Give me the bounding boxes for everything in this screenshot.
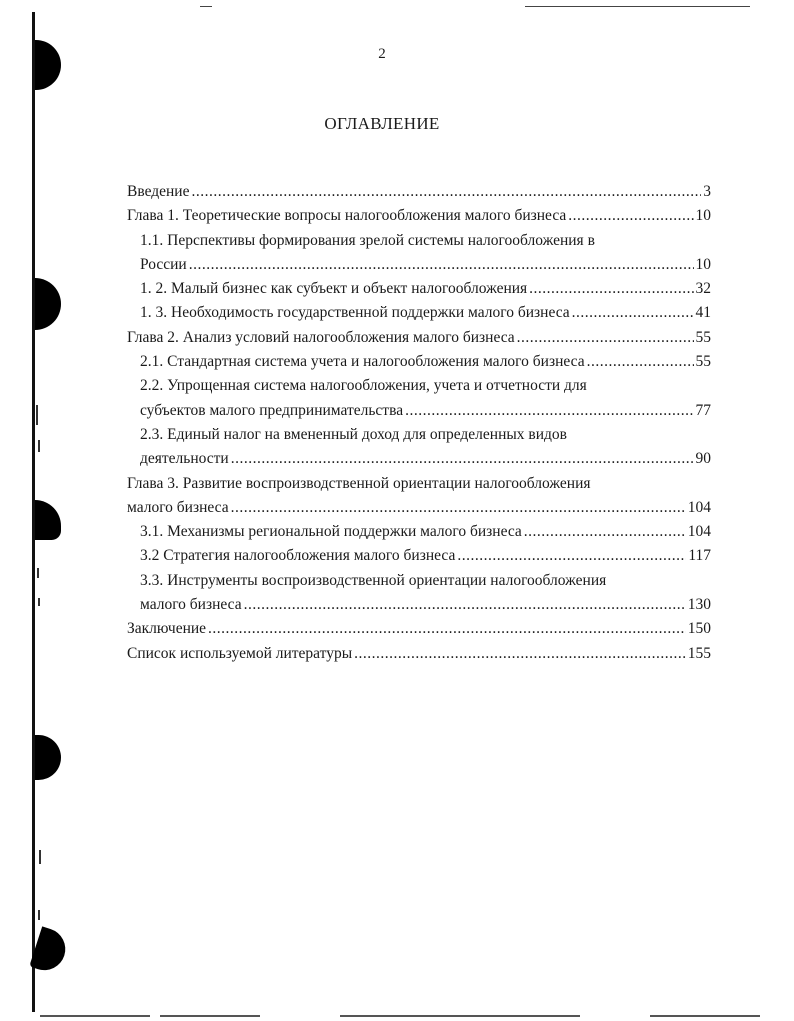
toc-entry-introduction bbox=[127, 180, 711, 204]
toc-entry-section-1-3 bbox=[127, 301, 711, 325]
toc-entry-label: Заключение bbox=[127, 620, 207, 638]
scan-speck bbox=[38, 598, 40, 606]
toc-entry-section-3-3 bbox=[127, 593, 711, 617]
toc-page-number: 150 bbox=[687, 620, 711, 638]
scan-top-rule bbox=[525, 6, 750, 7]
toc-page-number: 55 bbox=[695, 353, 711, 371]
toc-entry-label: Глава 2. Анализ условий налогообложения малого бизнеса bbox=[127, 328, 515, 346]
scan-bottom-rule bbox=[40, 1015, 150, 1017]
toc-page-number: 155 bbox=[687, 644, 711, 662]
toc-entry-label: деятельности bbox=[140, 450, 229, 468]
toc-entry-label: Список используемой литературы bbox=[127, 644, 353, 662]
toc-entry-label: субъектов малого предпринимательства bbox=[140, 401, 404, 419]
toc-leader bbox=[405, 399, 693, 423]
toc-entry-label-line: 1.1. Перспективы формирования зрелой системы налогообложения в bbox=[140, 231, 595, 249]
toc-entry-label: малого бизнеса bbox=[140, 596, 242, 614]
toc-leader bbox=[587, 350, 694, 374]
table-of-contents bbox=[127, 180, 711, 666]
toc-leader bbox=[457, 544, 686, 568]
toc-entry-label: 3.1. Механизмы региональной поддержки малого бизнеса bbox=[140, 523, 522, 541]
toc-entry-label-line: 2.2. Упрощенная система налогообложения, учета и отчетности для bbox=[140, 377, 587, 395]
toc-entry-label-line: 3.3. Инструменты воспроизводственной ориентации налогообложения bbox=[140, 571, 607, 589]
toc-page-number: 32 bbox=[695, 280, 711, 298]
scan-bottom-rule bbox=[340, 1015, 580, 1017]
toc-entry-section-1-1 bbox=[127, 253, 711, 277]
toc-entry-label: 2.1. Стандартная система учета и налогообложения малого бизнеса bbox=[140, 353, 585, 371]
toc-page-number: 117 bbox=[688, 547, 711, 565]
toc-page-number: 104 bbox=[687, 498, 711, 516]
toc-entry-section-2-2 bbox=[127, 399, 711, 423]
toc-leader bbox=[524, 520, 686, 544]
toc-page-number: 90 bbox=[695, 450, 711, 468]
toc-entry-section-2-3 bbox=[127, 447, 711, 471]
toc-page-number: 104 bbox=[687, 523, 711, 541]
scan-speck bbox=[38, 440, 40, 452]
toc-page-number: 41 bbox=[695, 304, 711, 322]
toc-entry-label: Глава 1. Теоретические вопросы налогообложения малого бизнеса bbox=[127, 207, 567, 225]
toc-leader bbox=[354, 642, 686, 666]
toc-entry-chapter-1 bbox=[127, 204, 711, 228]
toc-entry-label: 3.2 Стратегия налогообложения малого бизнеса bbox=[140, 547, 456, 565]
toc-entry-label: Введение bbox=[127, 183, 190, 200]
binder-hole-mark bbox=[35, 500, 61, 540]
scan-speck bbox=[38, 910, 40, 920]
toc-page-number: 55 bbox=[695, 328, 711, 346]
toc-leader bbox=[529, 277, 693, 301]
binder-hole-mark bbox=[29, 926, 71, 975]
toc-leader bbox=[517, 326, 694, 350]
scan-bottom-rule bbox=[650, 1015, 760, 1017]
toc-entry-conclusion bbox=[127, 617, 711, 641]
toc-page-number: 130 bbox=[687, 596, 711, 614]
page-number: 2 bbox=[378, 46, 386, 62]
toc-entry-section-2-1 bbox=[127, 350, 711, 374]
toc-leader bbox=[244, 593, 686, 617]
toc-entry-label-line: 2.3. Единый налог на вмененный доход для определенных видов bbox=[140, 425, 567, 443]
scan-speck bbox=[37, 568, 39, 578]
toc-entry-chapter-3 bbox=[127, 496, 711, 520]
toc-entry-bibliography bbox=[127, 642, 711, 666]
toc-entry-section-1-2 bbox=[127, 277, 711, 301]
toc-leader bbox=[191, 180, 701, 204]
scan-bottom-rule bbox=[160, 1015, 260, 1017]
scan-speck bbox=[200, 6, 212, 7]
binder-hole-mark bbox=[35, 278, 61, 330]
toc-entry-label-line: Глава 3. Развитие воспроизводственной ориентации налогообложения bbox=[127, 474, 591, 492]
toc-leader bbox=[189, 253, 694, 277]
page-title: ОГЛАВЛЕНИЕ bbox=[324, 114, 440, 133]
toc-entry-label: 1. 3. Необходимость государственной поддержки малого бизнеса bbox=[140, 304, 570, 322]
toc-page-number: 10 bbox=[695, 207, 711, 225]
toc-page-number: 77 bbox=[695, 401, 711, 419]
scan-speck bbox=[36, 405, 38, 425]
binder-hole-mark bbox=[35, 735, 61, 780]
toc-entry-label: 1. 2. Малый бизнес как субъект и объект налогообложения bbox=[140, 280, 528, 298]
toc-leader bbox=[568, 204, 693, 228]
toc-page-number: 10 bbox=[695, 255, 711, 273]
toc-leader bbox=[231, 447, 694, 471]
toc-entry-chapter-2 bbox=[127, 326, 711, 350]
toc-entry-section-3-2 bbox=[127, 544, 711, 568]
toc-leader bbox=[572, 301, 694, 325]
toc-page-number: 3 bbox=[703, 183, 711, 200]
toc-leader bbox=[208, 617, 686, 641]
scan-speck bbox=[39, 850, 41, 864]
toc-entry-label: России bbox=[140, 255, 187, 273]
toc-entry-section-3-1 bbox=[127, 520, 711, 544]
toc-entry-label: малого бизнеса bbox=[127, 498, 229, 516]
toc-leader bbox=[231, 496, 686, 520]
